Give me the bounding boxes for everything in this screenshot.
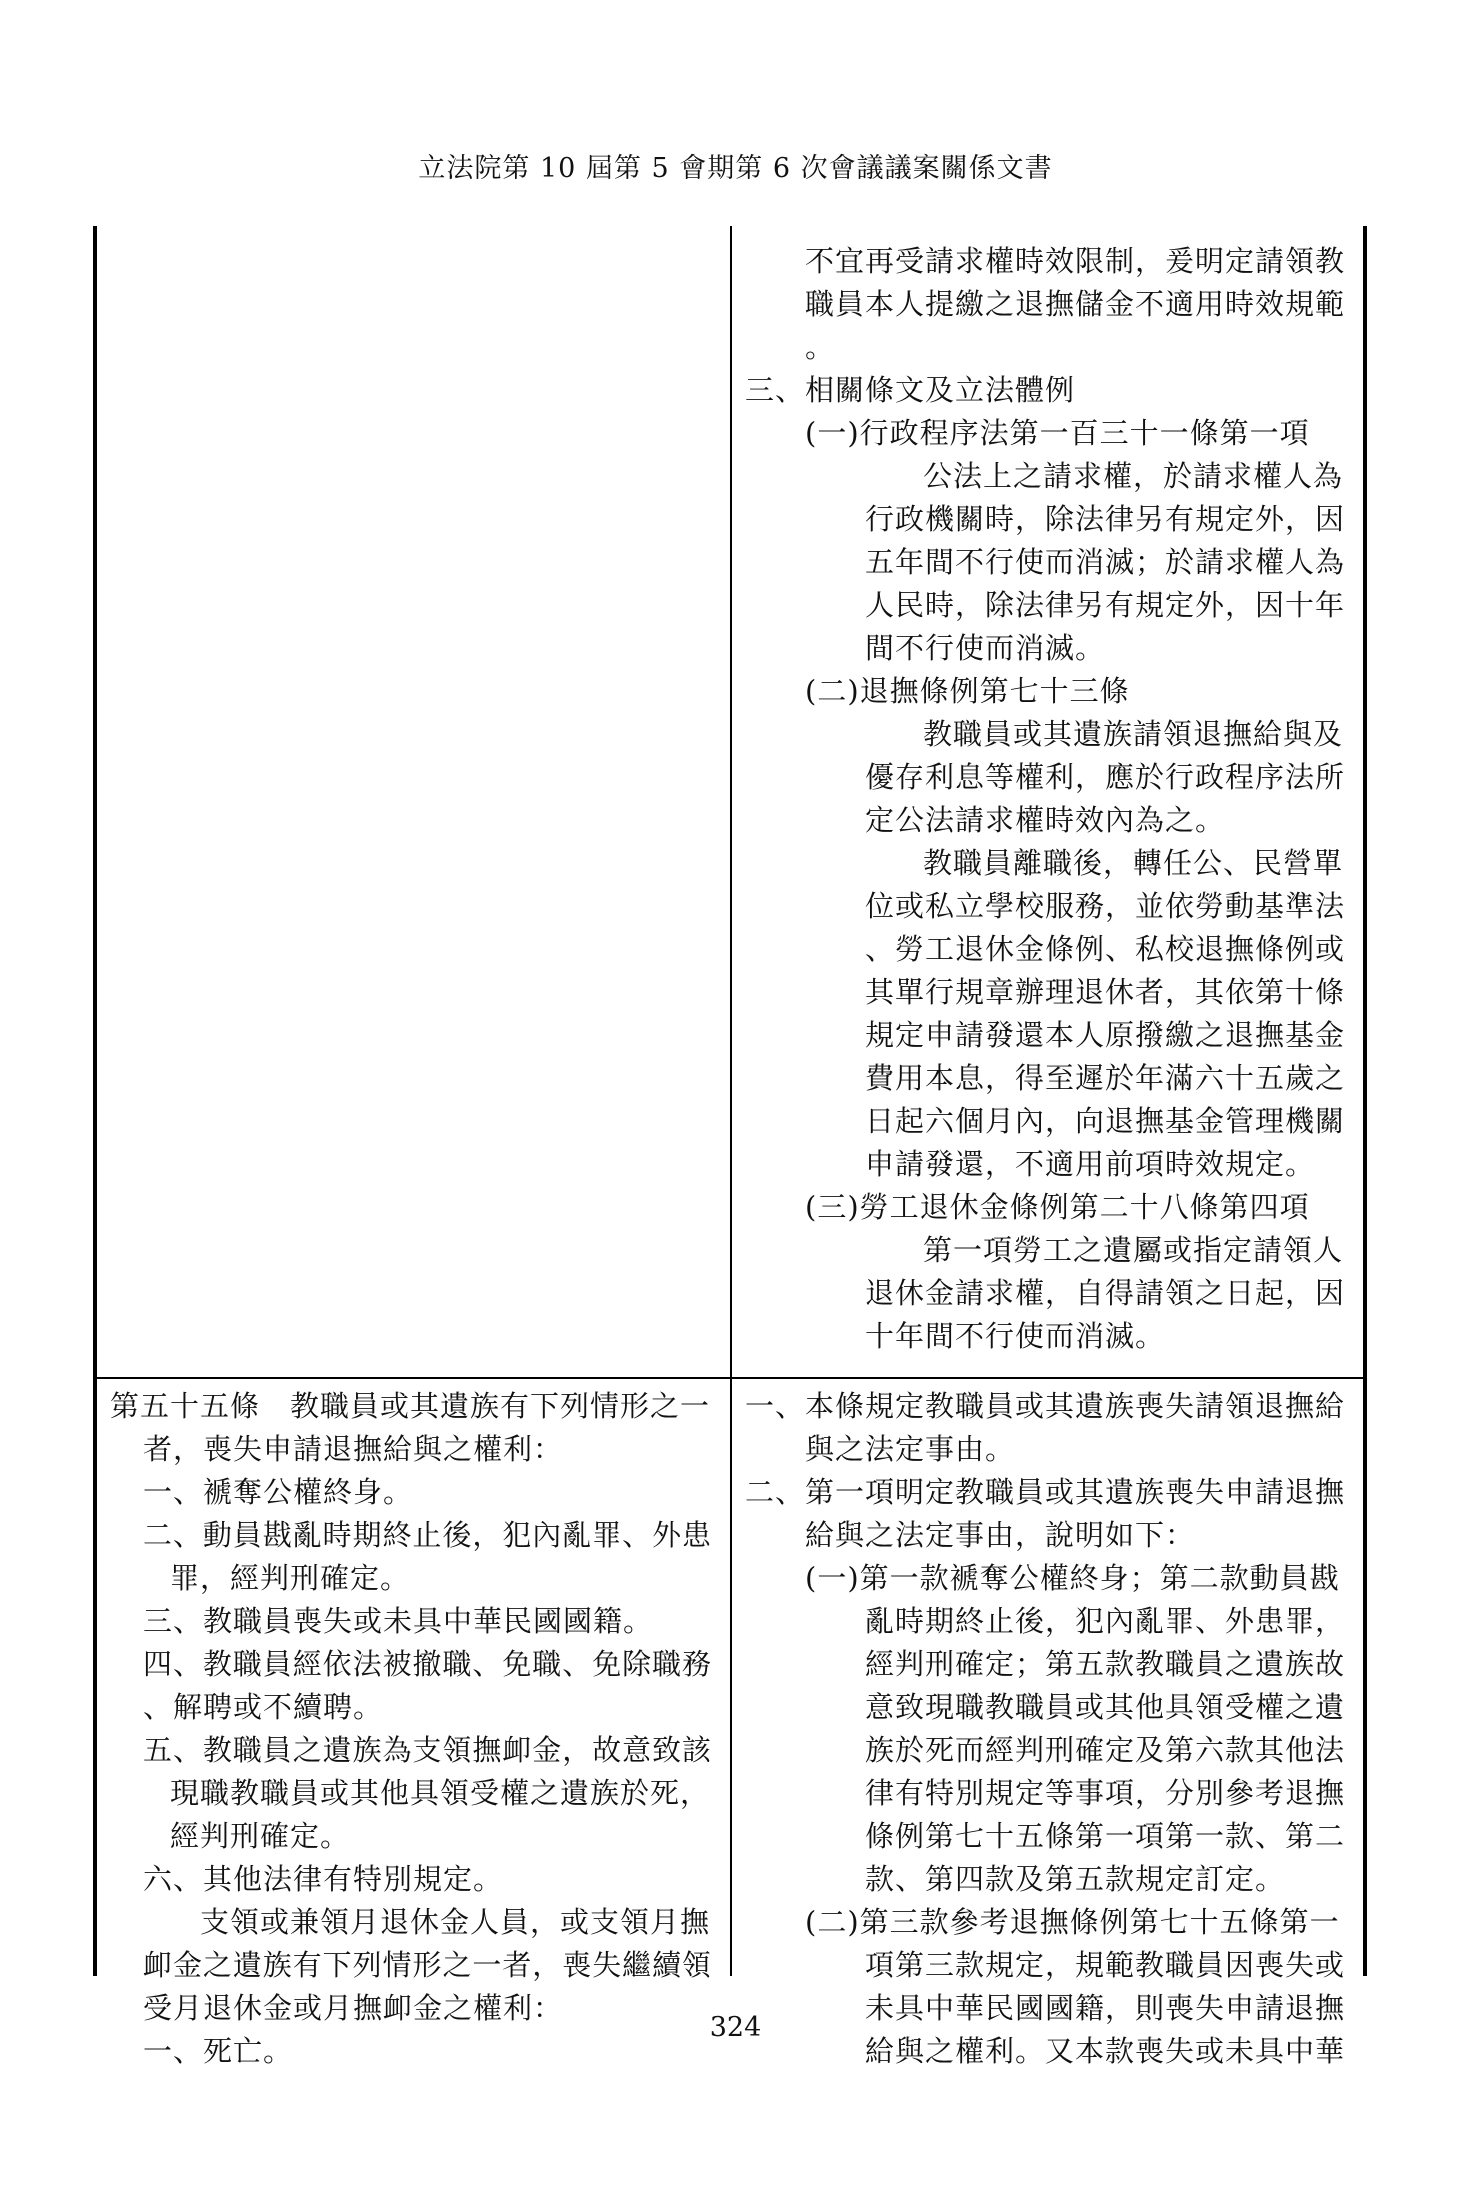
text-line: 其單行規章辦理退休者，其依第十條	[865, 975, 1346, 1009]
text-line: 間不行使而消滅。	[865, 631, 1106, 665]
text-line: 職員本人提繳之退撫儲金不適用時效規範	[805, 287, 1346, 321]
text-line: 項第三款規定，規範教職員因喪失或	[865, 1948, 1346, 1982]
table-column-divider	[730, 226, 732, 1976]
text-line: 族於死而經判刑確定及第六款其他法	[865, 1733, 1346, 1767]
list-item: 一、死亡。	[143, 2034, 294, 2068]
list-item: 六、其他法律有特別規定。	[143, 1862, 504, 1896]
section-heading: 三、相關條文及立法體例	[745, 373, 1076, 407]
text-line: 經判刑確定。	[170, 1819, 351, 1853]
text-line: 亂時期終止後，犯內亂罪、外患罪，	[865, 1604, 1346, 1638]
subsection-heading: (二)第三款參考退撫條例第七十五條第一	[805, 1905, 1340, 1939]
text-line: 經判刑確定；第五款教職員之遺族故	[865, 1647, 1346, 1681]
section-heading: 一、本條規定教職員或其遺族喪失請領退撫給	[745, 1389, 1346, 1423]
text-line: 規定申請發還本人原撥繳之退撫基金	[865, 1018, 1346, 1052]
text-line: 條例第七十五條第一項第一款、第二	[865, 1819, 1346, 1853]
text-line: 第一項勞工之遺屬或指定請領人	[923, 1233, 1344, 1267]
text-line: 卹金之遺族有下列情形之一者，喪失繼續領	[143, 1948, 712, 1982]
page-number: 324	[709, 2012, 762, 2043]
text-line: 教職員離職後，轉任公、民營單	[923, 846, 1344, 880]
text-line: 、勞工退休金條例、私校退撫條例或	[865, 932, 1346, 966]
list-item: 一、褫奪公權終身。	[143, 1475, 414, 1509]
article-heading: 第五十五條 教職員或其遺族有下列情形之一	[110, 1389, 711, 1423]
text-line: 不宜再受請求權時效限制，爰明定請領教	[805, 244, 1346, 278]
text-line: 、解聘或不續聘。	[143, 1690, 384, 1724]
text-line: 給與之法定事由，說明如下：	[805, 1518, 1196, 1552]
text-line: 十年間不行使而消滅。	[865, 1319, 1166, 1353]
text-line: 申請發還，不適用前項時效規定。	[865, 1147, 1316, 1181]
text-line: 支領或兼領月退休金人員，或支領月撫	[200, 1905, 711, 1939]
text-line: 意致現職教職員或其他具領受權之遺	[865, 1690, 1346, 1724]
text-line: 五年間不行使而消滅；於請求權人為	[865, 545, 1346, 579]
text-line: 給與之權利。又本款喪失或未具中華	[865, 2034, 1346, 2068]
text-line: 。	[805, 330, 836, 364]
list-item: 三、教職員喪失或未具中華民國國籍。	[143, 1604, 654, 1638]
text-line: 人民時，除法律另有規定外，因十年	[865, 588, 1346, 622]
text-line: 者，喪失申請退撫給與之權利：	[143, 1432, 564, 1466]
text-line: 款、第四款及第五款規定訂定。	[865, 1862, 1286, 1896]
text-line: 優存利息等權利，應於行政程序法所	[865, 760, 1346, 794]
subsection-heading: (二)退撫條例第七十三條	[805, 674, 1130, 708]
section-heading: 二、第一項明定教職員或其遺族喪失申請退撫	[745, 1475, 1346, 1509]
text-line: 與之法定事由。	[805, 1432, 1016, 1466]
text-line: 教職員或其遺族請領退撫給與及	[923, 717, 1344, 751]
subsection-heading: (三)勞工退休金條例第二十八條第四項	[805, 1190, 1310, 1224]
list-item: 二、動員戡亂時期終止後，犯內亂罪、外患	[143, 1518, 712, 1552]
text-line: 位或私立學校服務，並依勞動基準法	[865, 889, 1346, 923]
table-left-border	[93, 226, 97, 1976]
list-item: 五、教職員之遺族為支領撫卹金，故意致該	[143, 1733, 712, 1767]
text-line: 現職教職員或其他具領受權之遺族於死，	[170, 1776, 711, 1810]
subsection-heading: (一)行政程序法第一百三十一條第一項	[805, 416, 1310, 450]
text-line: 未具中華民國國籍，則喪失申請退撫	[865, 1991, 1346, 2025]
text-line: 日起六個月內，向退撫基金管理機關	[865, 1104, 1346, 1138]
page-header-title: 立法院第 10 屆第 5 會期第 6 次會議議案關係文書	[418, 153, 1053, 184]
text-line: 定公法請求權時效內為之。	[865, 803, 1226, 837]
text-line: 公法上之請求權，於請求權人為	[923, 459, 1344, 493]
text-line: 費用本息，得至遲於年滿六十五歲之	[865, 1061, 1346, 1095]
text-line: 受月退休金或月撫卹金之權利：	[143, 1991, 564, 2025]
text-line: 行政機關時，除法律另有規定外，因	[865, 502, 1346, 536]
table-right-border	[1363, 226, 1367, 1976]
text-line: 罪，經判刑確定。	[170, 1561, 411, 1595]
subsection-heading: (一)第一款褫奪公權終身；第二款動員戡	[805, 1561, 1340, 1595]
table-row-divider	[93, 1377, 1367, 1379]
text-line: 律有特別規定等事項，分別參考退撫	[865, 1776, 1346, 1810]
text-line: 退休金請求權，自得請領之日起，因	[865, 1276, 1346, 1310]
list-item: 四、教職員經依法被撤職、免職、免除職務	[143, 1647, 712, 1681]
